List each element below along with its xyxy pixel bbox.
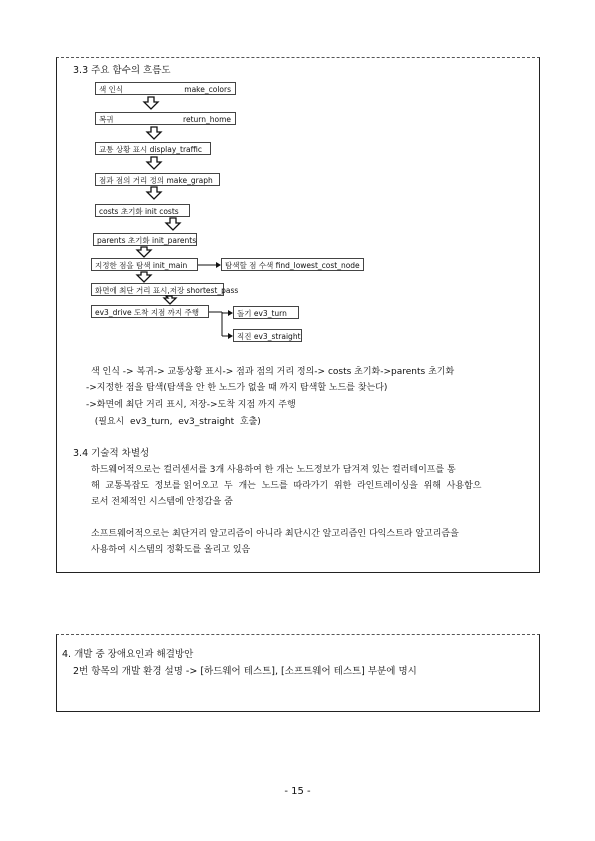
flow-box-label: 점과 점의 거리 정의 make_graph bbox=[99, 176, 213, 185]
down-arrow-icon bbox=[166, 218, 180, 230]
flow-box-label: ev3_drive 도착 지점 까지 주행 bbox=[95, 308, 200, 317]
flow-box-label: 돌기 ev3_turn bbox=[237, 309, 287, 318]
section34-para1-line3: 로서 전체적인 시스템에 안정감을 줌 bbox=[91, 497, 233, 507]
down-arrow-icon bbox=[164, 296, 176, 304]
summary-line-4: (필요시 ev3_turn, ev3_straight 호출) bbox=[89, 417, 261, 427]
section34-para2-line2: 사용하여 시스템의 정확도를 올리고 있음 bbox=[91, 545, 251, 555]
section4-body: 2번 항목의 개발 환경 설명 -> [하드웨어 테스트], [소프트웨어 테스트] 부분에 명시 bbox=[73, 666, 417, 677]
summary-line-3: ->화면에 최단 거리 표시, 저장->도착 지점 까지 주행 bbox=[86, 400, 296, 410]
down-arrow-icon bbox=[144, 97, 158, 109]
section33-title: 3.3 주요 함수의 흐름도 bbox=[73, 65, 171, 76]
flow-box-label: 지정한 점을 탐색 init_main bbox=[95, 261, 188, 270]
right-arrow-icon bbox=[228, 310, 233, 316]
flow-box-label: parents 초기화 init_parents bbox=[97, 236, 197, 245]
down-arrow-icon bbox=[137, 247, 151, 257]
down-arrow-icon bbox=[147, 187, 161, 199]
flow-box-func: return_home bbox=[183, 115, 231, 124]
summary-line-1: 색 인식 -> 복귀-> 교통상황 표시-> 점과 점의 거리 정의-> costs 초기화->parents 초기화 bbox=[91, 367, 455, 377]
flow-box-label: 복귀 bbox=[99, 115, 114, 124]
section34-title: 3.4 기술적 차별성 bbox=[73, 448, 150, 459]
flow-box-func: make_colors bbox=[184, 85, 231, 94]
down-arrow-icon bbox=[147, 127, 161, 139]
flow-box-label: costs 초기화 init costs bbox=[99, 207, 179, 216]
page-number: - 15 - bbox=[284, 786, 311, 797]
right-arrow-icon bbox=[216, 262, 221, 268]
summary-line-2: ->지정한 점을 탐색(탐색을 안 한 노드가 없을 때 까지 탐색할 노드를 찾는다) bbox=[86, 383, 388, 393]
down-arrow-icon bbox=[147, 157, 161, 169]
section34-para2-line1: 소프트웨어적으로는 최단거리 알고리즘이 아니라 최단시간 알고리즘인 다익스트라 알고리즘을 bbox=[91, 529, 459, 539]
section34-para1-line2: 해 교통복잡도 정보를 읽어오고 두 개는 노드를 따라가기 위한 라인트레이싱을 위해 사용함으 bbox=[91, 481, 482, 491]
section34-para1-line1: 하드웨어적으로는 컬러센서를 3개 사용하여 한 개는 노드정보가 담겨져 있는 컬러테이프를 통 bbox=[91, 465, 456, 475]
flow-box-label: 직진 ev3_straight bbox=[237, 332, 301, 341]
flow-box-label: 교통 상황 표시 display_traffic bbox=[99, 145, 202, 154]
section4-title: 4. 개발 중 장애요인과 해결방안 bbox=[62, 649, 194, 660]
flow-box-label: 색 인식 bbox=[99, 85, 124, 94]
flow-box-label: 화면에 최단 거리 표시,저장 shortest_pass bbox=[95, 286, 239, 295]
down-arrow-icon bbox=[137, 272, 151, 282]
right-arrow-icon bbox=[228, 333, 233, 339]
flow-box-label: 탐색할 점 수색 find_lowest_cost_node bbox=[225, 261, 360, 270]
